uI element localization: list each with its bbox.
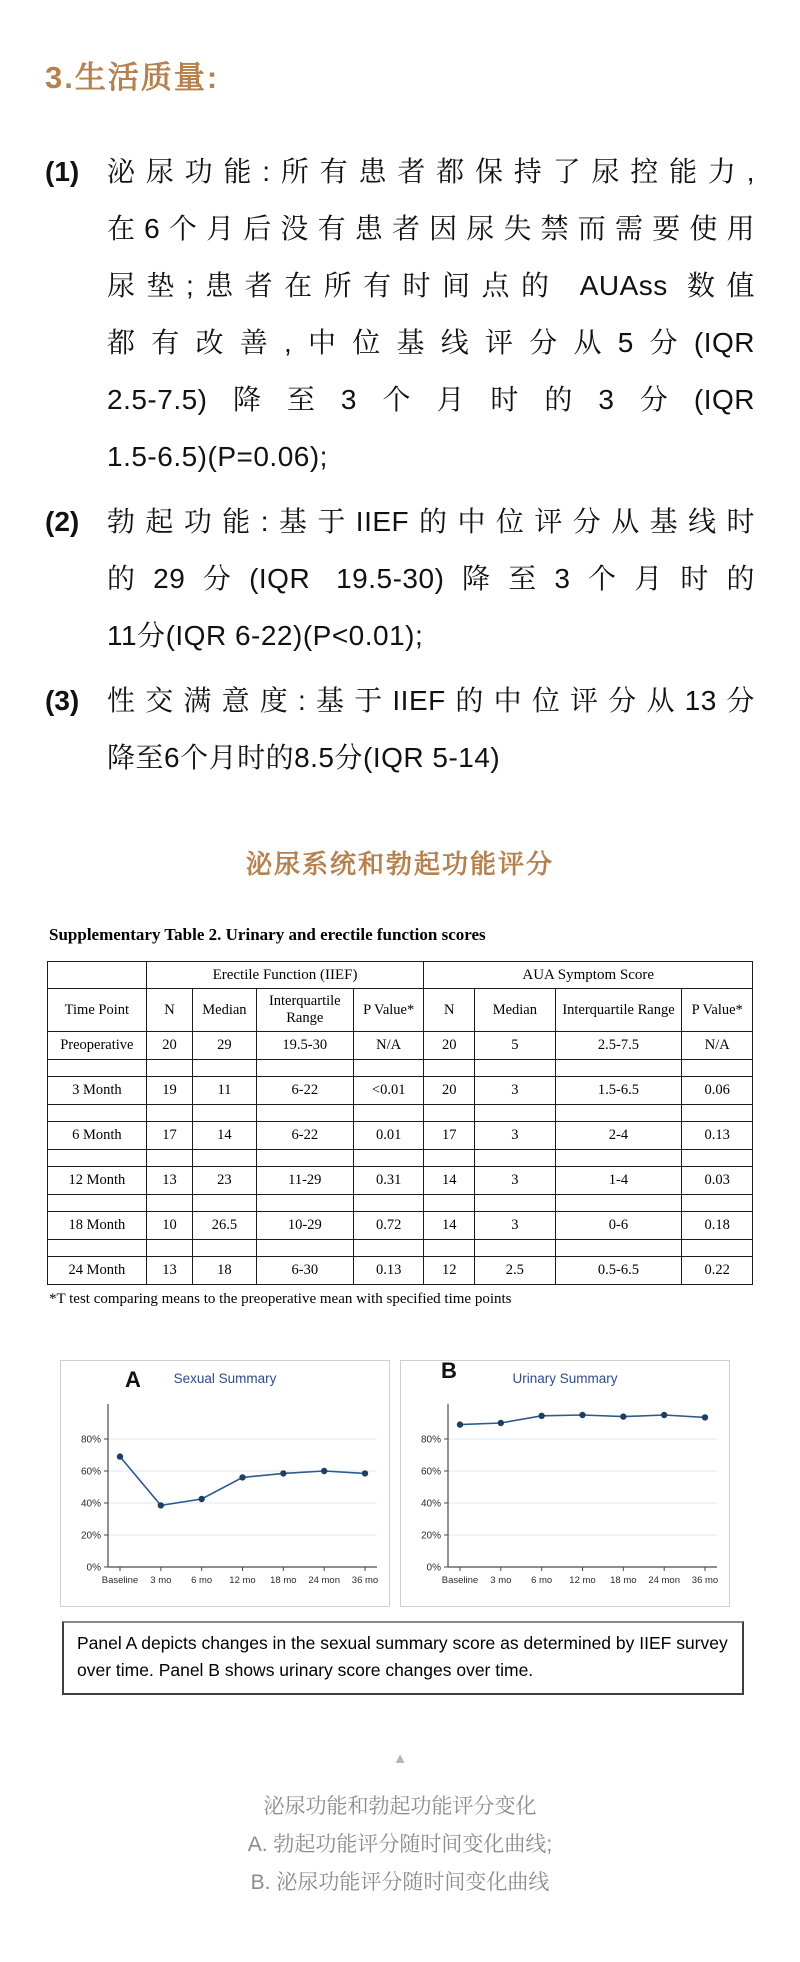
table-cell: 6-22 [256, 1077, 353, 1105]
up-triangle-icon: ▲ [392, 1750, 408, 1768]
table-cell-empty [256, 1195, 353, 1212]
table-cell-empty [682, 1150, 753, 1167]
table-cell-empty [682, 1240, 753, 1257]
item-line: 1.5-6.5)(P=0.06); [107, 441, 328, 472]
table-cell-empty [682, 1195, 753, 1212]
table-cell: 0.18 [682, 1212, 753, 1240]
item-number: (1) [45, 156, 80, 187]
table-footnote: *T test comparing means to the preoperative mean with specified time points [49, 1291, 512, 1307]
table-cell-empty [353, 1195, 424, 1212]
figure-caption-box [62, 1621, 744, 1695]
table-cell-empty [193, 1240, 256, 1257]
table-cell: 17 [146, 1122, 193, 1150]
table-cell-empty [555, 1060, 682, 1077]
table-cell-empty [256, 1105, 353, 1122]
data-point-marker [579, 1412, 585, 1418]
item-body [107, 143, 755, 485]
table-cell: 3 [475, 1077, 555, 1105]
item-body [107, 493, 755, 664]
table-cell: 5 [475, 1032, 555, 1060]
y-tick-label: 80% [420, 1434, 441, 1446]
data-point-marker [239, 1474, 245, 1480]
item-line: 在6个月后没有患者因尿失禁而需要使用 [107, 213, 755, 244]
table-cell: 18 Month [48, 1212, 147, 1240]
list-item-1 [45, 143, 755, 485]
y-tick-label: 0% [86, 1562, 101, 1574]
scores-table [47, 961, 753, 1285]
table-cell: 6-22 [256, 1122, 353, 1150]
table-cell-empty [555, 1150, 682, 1167]
table-cell: 18 [193, 1257, 256, 1285]
x-tick-label: 24 mon [308, 1575, 341, 1586]
data-point-marker [538, 1413, 544, 1419]
main-heading: 3.生活质量: [45, 60, 220, 95]
x-tick-label: 24 mon [648, 1575, 681, 1586]
y-tick-label: 20% [420, 1530, 441, 1542]
table-cell: 2-4 [555, 1122, 682, 1150]
table-cell-empty [48, 1060, 147, 1077]
x-tick-label: 36 mo [351, 1575, 379, 1586]
table-row [48, 1167, 753, 1195]
x-tick-label: 18 mo [610, 1575, 637, 1586]
table-cell: 3 [475, 1212, 555, 1240]
table-cell: 0.72 [353, 1212, 424, 1240]
item-line: 2.5-7.5)降至3个月时的3分(IQR [107, 384, 755, 415]
table-cell: 14 [424, 1212, 475, 1240]
table-cell: 6 Month [48, 1122, 147, 1150]
table-cell-empty [193, 1195, 256, 1212]
table-cell-empty [475, 1105, 555, 1122]
table-cell-empty [555, 1105, 682, 1122]
x-tick-label: 18 mo [270, 1575, 297, 1586]
item-line: 的29分(IQR 19.5-30)降至3个月时的 [107, 563, 755, 594]
table-cell: 1.5-6.5 [555, 1077, 682, 1105]
footer-caption-line: A. 勃起功能评分随时间变化曲线; [247, 1833, 553, 1857]
table-cell: 24 Month [48, 1257, 147, 1285]
data-point-marker [117, 1453, 123, 1459]
item-line: 降至6个月时的8.5分(IQR 5-14) [107, 742, 501, 773]
y-tick-label: 40% [420, 1498, 441, 1510]
item-line: 勃起功能:基于IIEF的中位评分从基线时 [107, 506, 755, 537]
item-line: 都有改善,中位基线评分从5分(IQR [107, 327, 755, 358]
table-cell-empty [193, 1105, 256, 1122]
table-cell-empty [48, 1105, 147, 1122]
list-item-2 [45, 493, 755, 664]
table-cell-empty [146, 1150, 193, 1167]
table-cell: 26.5 [193, 1212, 256, 1240]
data-point-marker [457, 1421, 463, 1427]
item-line: 泌尿功能:所有患者都保持了尿控能力, [107, 156, 755, 187]
table-cell-empty [475, 1240, 555, 1257]
table-cell: 2.5-7.5 [555, 1032, 682, 1060]
table-cell: 11-29 [256, 1167, 353, 1195]
table-cell: 19.5-30 [256, 1032, 353, 1060]
quality-of-life-list [45, 143, 755, 786]
chart-svg [61, 1397, 389, 1605]
item-line: 尿垫;患者在所有时间点的 AUAss 数值 [107, 270, 755, 301]
table-cell: 0.06 [682, 1077, 753, 1105]
data-point-marker [280, 1470, 286, 1476]
table-cell: N [424, 989, 475, 1032]
table-cell: 1-4 [555, 1167, 682, 1195]
table-cell-empty [475, 1150, 555, 1167]
table-cell: P Value* [353, 989, 424, 1032]
table-cell: 20 [146, 1032, 193, 1060]
data-point-marker [321, 1468, 327, 1474]
x-tick-label: 3 mo [490, 1575, 512, 1586]
table-cell-empty [48, 1240, 147, 1257]
table-cell: Time Point [48, 989, 147, 1032]
x-tick-label: 12 mo [569, 1575, 596, 1586]
table-cell: 14 [424, 1167, 475, 1195]
table-cell: 3 [475, 1122, 555, 1150]
table-group-header-row [48, 962, 753, 989]
table-cell-empty [193, 1150, 256, 1167]
table-cell: 11 [193, 1077, 256, 1105]
data-point-marker [661, 1412, 667, 1418]
table-cell: 10 [146, 1212, 193, 1240]
table-cell-empty [424, 1195, 475, 1212]
table-cell: 29 [193, 1032, 256, 1060]
table-cell-empty [424, 1060, 475, 1077]
data-point-marker [362, 1470, 368, 1476]
table-cell: 0.13 [682, 1122, 753, 1150]
figure-caption-text: Panel A depicts changes in the sexual summary score as determined by IIEF survey over time. Panel B shows urinary score changes over time. [77, 1633, 728, 1681]
table-cell-empty [353, 1060, 424, 1077]
table-cell: N/A [353, 1032, 424, 1060]
data-point-marker [620, 1413, 626, 1419]
chart-svg [401, 1397, 729, 1605]
table-cell: 13 [146, 1257, 193, 1285]
table-title: Supplementary Table 2. Urinary and erectile function scores [49, 925, 486, 944]
table-cell: AUA Symptom Score [424, 962, 753, 989]
table-cell-empty [424, 1240, 475, 1257]
data-point-marker [702, 1414, 708, 1420]
table-cell: N/A [682, 1032, 753, 1060]
data-point-marker [158, 1502, 164, 1508]
table-cell: <0.01 [353, 1077, 424, 1105]
table-cell: 10-29 [256, 1212, 353, 1240]
table-cell-empty [424, 1105, 475, 1122]
table-row [48, 1122, 753, 1150]
table-spacer-row [48, 1195, 753, 1212]
panel-label: A [125, 1367, 141, 1392]
x-tick-label: Baseline [441, 1575, 479, 1586]
table-cell: Interquartile Range [555, 989, 682, 1032]
table-cell: 0.01 [353, 1122, 424, 1150]
item-line: 11分(IQR 6-22)(P<0.01); [107, 620, 424, 651]
table-cell: 13 [146, 1167, 193, 1195]
y-tick-label: 80% [80, 1434, 101, 1446]
list-item-3 [45, 672, 755, 786]
table-cell-empty [256, 1060, 353, 1077]
y-tick-label: 0% [426, 1562, 441, 1574]
table-row [48, 1257, 753, 1285]
table-row [48, 1077, 753, 1105]
table-cell-empty [475, 1060, 555, 1077]
table-cell-empty [353, 1105, 424, 1122]
panel-a [60, 1360, 390, 1607]
table-cell-empty [555, 1195, 682, 1212]
table-cell-empty [193, 1060, 256, 1077]
figure-panels [60, 1360, 755, 1607]
table-cell: 0.22 [682, 1257, 753, 1285]
item-number: (3) [45, 685, 80, 716]
table-cell-empty [424, 1150, 475, 1167]
table-cell-empty [555, 1240, 682, 1257]
panel-label: B [441, 1358, 457, 1383]
data-point-marker [198, 1496, 204, 1502]
table-column-header-row [48, 989, 753, 1032]
chart-title: Urinary Summary [512, 1371, 618, 1386]
table-cell: Erectile Function (IIEF) [146, 962, 424, 989]
footer-caption-lines [45, 1788, 755, 1902]
table-cell: 23 [193, 1167, 256, 1195]
table-cell: 19 [146, 1077, 193, 1105]
table-cell-empty [256, 1240, 353, 1257]
table-cell: N [146, 989, 193, 1032]
table-cell: P Value* [682, 989, 753, 1032]
table-section [47, 925, 753, 1308]
table-cell-empty [475, 1195, 555, 1212]
y-tick-label: 60% [420, 1466, 441, 1478]
table-cell: 0-6 [555, 1212, 682, 1240]
x-tick-label: 3 mo [150, 1575, 172, 1586]
table-cell-empty [146, 1240, 193, 1257]
item-body [107, 672, 755, 786]
table-cell: 0.03 [682, 1167, 753, 1195]
x-tick-label: 6 mo [191, 1575, 213, 1586]
table-cell: 0.5-6.5 [555, 1257, 682, 1285]
x-tick-label: 36 mo [691, 1575, 719, 1586]
table-cell-empty [146, 1105, 193, 1122]
table-row [48, 1032, 753, 1060]
table-cell: 17 [424, 1122, 475, 1150]
table-row [48, 1212, 753, 1240]
table-cell-empty [353, 1240, 424, 1257]
table-cell-empty [48, 962, 147, 989]
footer-caption-line: B. 泌尿功能评分随时间变化曲线 [250, 1871, 550, 1895]
table-cell-empty [48, 1150, 147, 1167]
table-cell-empty [146, 1195, 193, 1212]
x-tick-label: Baseline [101, 1575, 139, 1586]
x-tick-label: 12 mo [229, 1575, 256, 1586]
table-cell-empty [48, 1195, 147, 1212]
y-tick-label: 20% [80, 1530, 101, 1542]
table-cell: 6-30 [256, 1257, 353, 1285]
data-point-marker [498, 1420, 504, 1426]
table-spacer-row [48, 1060, 753, 1077]
footer-captions [45, 1751, 755, 1902]
item-line: 性交满意度:基于IIEF的中位评分从13分 [107, 685, 755, 716]
table-cell: 3 [475, 1167, 555, 1195]
y-tick-label: 40% [80, 1498, 101, 1510]
item-number: (2) [45, 506, 80, 537]
table-cell: 0.13 [353, 1257, 424, 1285]
table-cell: 2.5 [475, 1257, 555, 1285]
table-cell: 12 Month [48, 1167, 147, 1195]
table-spacer-row [48, 1105, 753, 1122]
table-cell: 0.31 [353, 1167, 424, 1195]
table-cell-empty [353, 1150, 424, 1167]
section-title: 泌尿系统和勃起功能评分 [245, 849, 554, 879]
table-cell-empty [682, 1105, 753, 1122]
panel-b [400, 1360, 730, 1607]
table-cell: Median [193, 989, 256, 1032]
series-line [120, 1457, 365, 1506]
table-cell: 14 [193, 1122, 256, 1150]
table-cell: Preoperative [48, 1032, 147, 1060]
table-cell: 20 [424, 1032, 475, 1060]
table-spacer-row [48, 1150, 753, 1167]
table-cell-empty [146, 1060, 193, 1077]
table-cell: Interquartile Range [256, 989, 353, 1032]
table-spacer-row [48, 1240, 753, 1257]
footer-caption-line: 泌尿功能和勃起功能评分变化 [263, 1795, 537, 1819]
x-tick-label: 6 mo [531, 1575, 553, 1586]
y-tick-label: 60% [80, 1466, 101, 1478]
table-cell: Median [475, 989, 555, 1032]
table-cell: 12 [424, 1257, 475, 1285]
table-cell: 3 Month [48, 1077, 147, 1105]
table-cell: 20 [424, 1077, 475, 1105]
chart-title: Sexual Summary [173, 1371, 277, 1386]
table-cell-empty [682, 1060, 753, 1077]
table-cell-empty [256, 1150, 353, 1167]
